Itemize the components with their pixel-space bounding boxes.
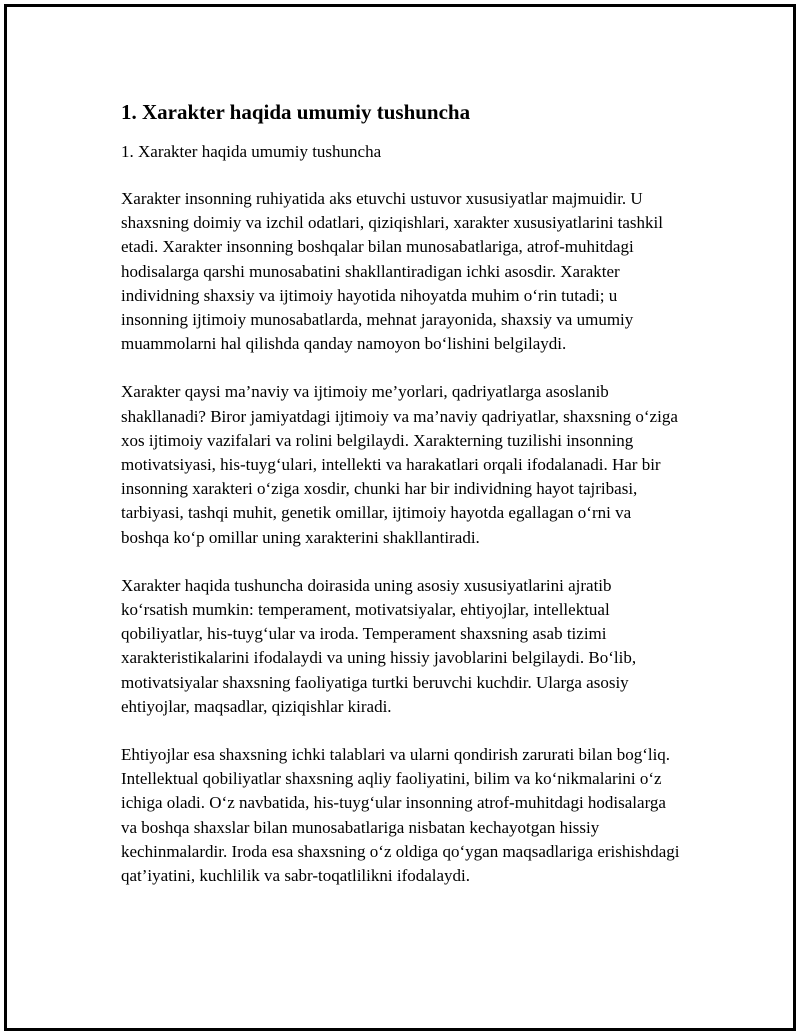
paragraph-4: Ehtiyojlar esa shaxsning ichki talablari va ularni qondirish zarurati bilan bog‘liq. Intellektual qobiliyatlar shaxsning aqliy faoliyatini, bilim va ko‘nikmalarini o‘z ichiga oladi. O‘z navbatida, his-tuyg‘ular insonning atrof-muhitdagi hodisalarga va boshqa shaxslar bilan munosabatlariga nisbatan kechayotgan hissiy kechinmalardir. Iroda esa shaxsning o‘z oldiga qo‘ygan maqsadlariga erishishdagi qat’iyatini, kuchlilik va sabr-toqatlilikni ifodalaydi. bbox=[121, 745, 680, 886]
paragraph-3: Xarakter haqida tushuncha doirasida uning asosiy xususiyatlarini ajratib ko‘rsatish mumkin: temperament, motivatsiyalar, ehtiyojlar, intellektual qobiliyatlar, his-tuyg‘ular va iroda. Temperament shaxsning asab tizimi xarakteristikalarini ifodalaydi va uning hissiy javoblarini belgilaydi. Bo‘lib, motivatsiyalar shaxsning faoliyatiga turtki beruvchi kuchdir. Ularga asosiy ehtiyojlar, maqsadlar, qiziqishlar kiradi. bbox=[121, 575, 637, 716]
paragraph-2: Xarakter qaysi ma’naviy va ijtimoiy me’yorlari, qadriyatlarga asoslanib shakllanadi? Biror jamiyatdagi ijtimoiy va ma’naviy qadriyatlar, shaxsning o‘ziga xos ijtimoiy vazifalari va rolini belgilaydi. Xarakterning tuzilishi insonning motivatsiyasi, his-tuyg‘ulari, intellekti va harakatlari orqali ifodalanadi. Har bir insonning xarakteri o‘ziga xosdir, chunki har bir individning hayot tajribasi, tarbiyasi, tashqi muhit, genetik omillar, ijtimoiy hayotda egallagan o‘rni va boshqa ko‘p omillar uning xarakterini shakllantiradi. bbox=[121, 382, 678, 547]
page-frame bbox=[4, 4, 796, 1031]
paragraph-1: Xarakter insonning ruhiyatida aks etuvchi ustuvor xususiyatlar majmuidir. U shaxsning doimiy va izchil odatlari, qiziqishlari, xarakter xususiyatlarini tashkil etadi. Xarakter insonning boshqalar bilan munosabatlariga, atrof-muhitdagi hodisalarga qarshi munosabatini shakllantiradigan ichki asosdir. Xarakter individning shaxsiy va ijtimoiy hayotida nihoyatda muhim o‘rin tutadi; u insonning ijtimoiy munosabatlarda, mehnat jarayonida, shaxsiy va umumiy muammolarni hal qilishda qanday namoyon bo‘lishini belgilaydi. bbox=[121, 189, 663, 354]
document-body bbox=[121, 99, 681, 912]
document-subtitle: 1. Xarakter haqida umumiy tushuncha bbox=[121, 142, 382, 161]
document-title: 1. Xarakter haqida umumiy tushuncha bbox=[121, 100, 471, 124]
